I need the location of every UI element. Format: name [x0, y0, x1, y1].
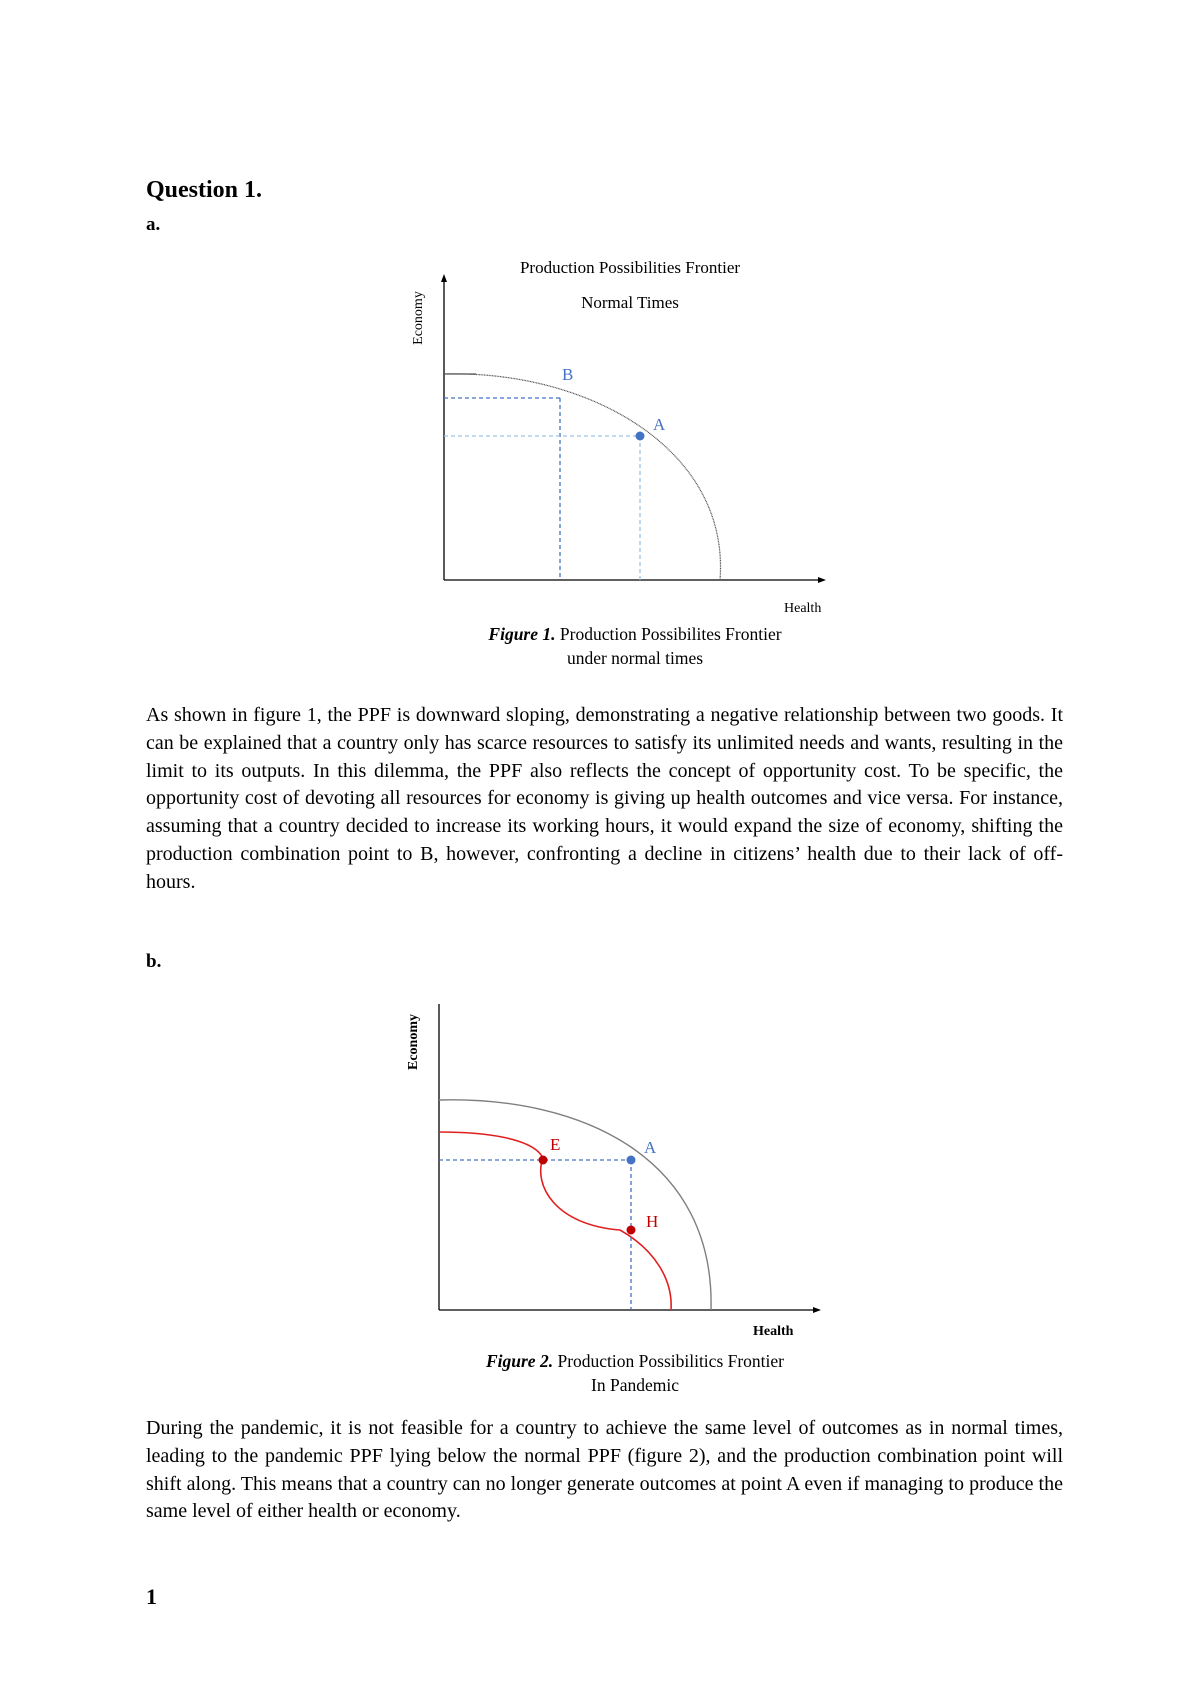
figure-2-normal-ppf-curve — [439, 1100, 711, 1310]
question-heading: Question 1. — [146, 177, 263, 203]
figure-2-point-h — [627, 1226, 636, 1235]
figure-1-point-a — [636, 432, 645, 441]
figure-2-caption-prefix: Figure 2. — [485, 1351, 554, 1371]
figure-1-title-line2: Normal Times — [581, 293, 679, 312]
figure-1-title-line1: Production Possibilities Frontier — [519, 258, 741, 277]
figure-2-x-axis-label: Health — [753, 1324, 794, 1339]
figure-2-caption-line1: Production Possibilitics Frontier — [553, 1351, 785, 1371]
figure-2-point-e-label: E — [550, 1135, 561, 1154]
figure-2-point-e — [539, 1156, 548, 1165]
figure-2-x-axis-arrow — [813, 1307, 821, 1313]
figure-1-caption — [420, 622, 850, 670]
figure-2-chart — [405, 1000, 825, 1340]
figure-2-caption — [420, 1349, 850, 1397]
figure-2-point-h-label: H — [646, 1212, 659, 1231]
figure-1-chart — [410, 250, 822, 620]
figure-1-caption-line1: Production Possibilites Frontier — [555, 624, 782, 644]
figure-1-caption-line2: under normal times — [566, 648, 704, 668]
figure-1-ppf-curve — [444, 374, 721, 580]
figure-1-y-axis-label: Economy — [411, 291, 426, 345]
figure-1-caption-prefix: Figure 1. — [488, 624, 556, 644]
figure-2-y-axis-label: Economy — [406, 1014, 421, 1070]
figure-2-point-a — [627, 1156, 636, 1165]
figure-1-y-axis-arrow — [441, 274, 447, 282]
page-number: 1 — [146, 1584, 157, 1609]
figure-1-x-axis-label: Health — [784, 601, 822, 616]
figure-2-caption-line2: In Pandemic — [591, 1375, 679, 1395]
paragraph-1: As shown in figure 1, the PPF is downward sloping, demonstrating a negative relationship between two goods. It can be explained that a country only has scarce resources to satisfy its unlimited needs and wants, resulting in the limit to its outputs. In this dilemma, the PPF also reflects the concept of opportunity cost. To be specific, the opportunity cost of devoting all resources for economy is giving up health outcomes and vice versa. For instance, assuming that a country decided to increase its working hours, it would expand the size of economy, shifting the production combination point to B, however, confronting a decline in citizens’ health due to their lack of off-hours. — [146, 704, 1063, 893]
figure-2-pandemic-ppf-curve — [439, 1132, 671, 1310]
figure-2-point-a-label: A — [644, 1138, 657, 1157]
figure-1-x-axis-arrow — [818, 577, 826, 583]
part-a-label: a. — [146, 214, 161, 235]
figure-1-point-b-label: B — [562, 365, 574, 384]
paragraph-2: During the pandemic, it is not feasible for a country to achieve the same level of outcomes as in normal times, leading to the pandemic PPF lying below the normal PPF (figure 2), and the production combination point will shift along. This means that a country can no longer generate outcomes at point A even if managing to produce the same level of either health or economy. — [146, 1417, 1063, 1523]
part-b-label: b. — [146, 951, 162, 972]
figure-1-point-a-label: A — [653, 415, 666, 434]
